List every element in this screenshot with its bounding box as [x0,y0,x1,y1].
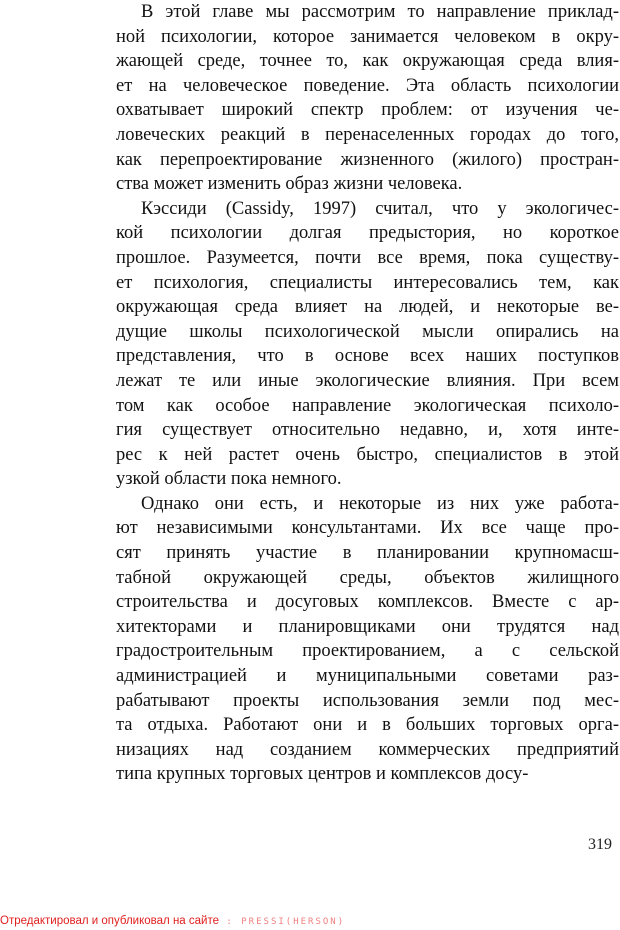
page-number: 319 [588,836,612,853]
text-line: администрацией и муниципальными советами раз- [116,666,619,687]
text-line: низациях над созданием коммерческих предприятий [116,739,619,760]
text-line: табной окружающей среды, объектов жилищного [116,567,619,588]
footer-credit [0,915,345,927]
text-line: Кэссиди (Cassidy, 1997) считал, что у экологичес- [141,198,619,219]
text-line: дущие школы психологической мысли опирались на [116,321,619,342]
text-line: ной психологии, которое занимается человеком в окру- [116,26,619,47]
text-line: представления, что в основе всех наших поступков [116,346,619,367]
text-line: том как особое направление экологическая психоло- [116,395,619,416]
text-line: строительства и досуговых комплексов. Вместе с ар- [116,592,619,613]
footer-credit-text: Отредактировал и опубликовал на сайте [0,915,219,927]
text-line: рес к ней растет очень быстро, специалистов в этой [116,444,619,465]
text-line: ет психология, специалисты интересовались тем, как [116,272,619,293]
text-line: прошлое. Разумеется, почти все время, пока существу- [116,247,619,268]
text-line: ловеческих реакций в перенаселенных городах до того, [116,124,619,145]
paragraph-3 [116,492,619,787]
footer-site-name: PRESSI(HERSON) [241,917,346,927]
footer-separator: : [219,917,242,927]
text-line: рабатывают проекты использования земли под мес- [116,690,619,711]
paragraph-2 [116,197,619,492]
text-line: гия существует относительно недавно, и, хотя инте- [116,420,619,441]
text-line: кой психологии долгая предыстория, но короткое [116,223,619,244]
text-line: охватывает широкий спектр проблем: от изучения че- [116,100,619,121]
text-line: Однако они есть, и некоторые из них уже работа- [141,493,619,514]
text-line: хитекторами и планировщиками они трудятся над [116,616,619,637]
body-text [116,0,619,787]
text-line: типа крупных торговых центров и комплексов досу- [116,764,529,785]
text-line: В этой главе мы рассмотрим то направление приклад- [141,2,619,22]
text-line: ет на человеческое поведение. Эта область психологии [116,75,619,96]
text-line: лежат те или иные экологические влияния. При всем [116,370,619,391]
text-line: сят принять участие в планировании крупномасш- [116,543,619,564]
text-line: градостроительным проектированием, а с сельской [116,641,619,662]
text-line: окружающая среда влияет на людей, и некоторые ве- [116,297,619,318]
text-line: ства может изменить образ жизни человека. [116,174,463,195]
text-line: жающей среде, точнее то, как окружающая среда влия- [116,51,619,72]
text-line: узкой области пока немного. [116,469,342,490]
paragraph-1 [116,0,619,197]
text-line: как перепроектирование жизненного (жилого) простран- [116,149,619,170]
text-line: ют независимыми консультантами. Их все чаще про- [116,518,619,539]
text-line: та отдыха. Работают они и в больших торговых орга- [116,715,619,736]
